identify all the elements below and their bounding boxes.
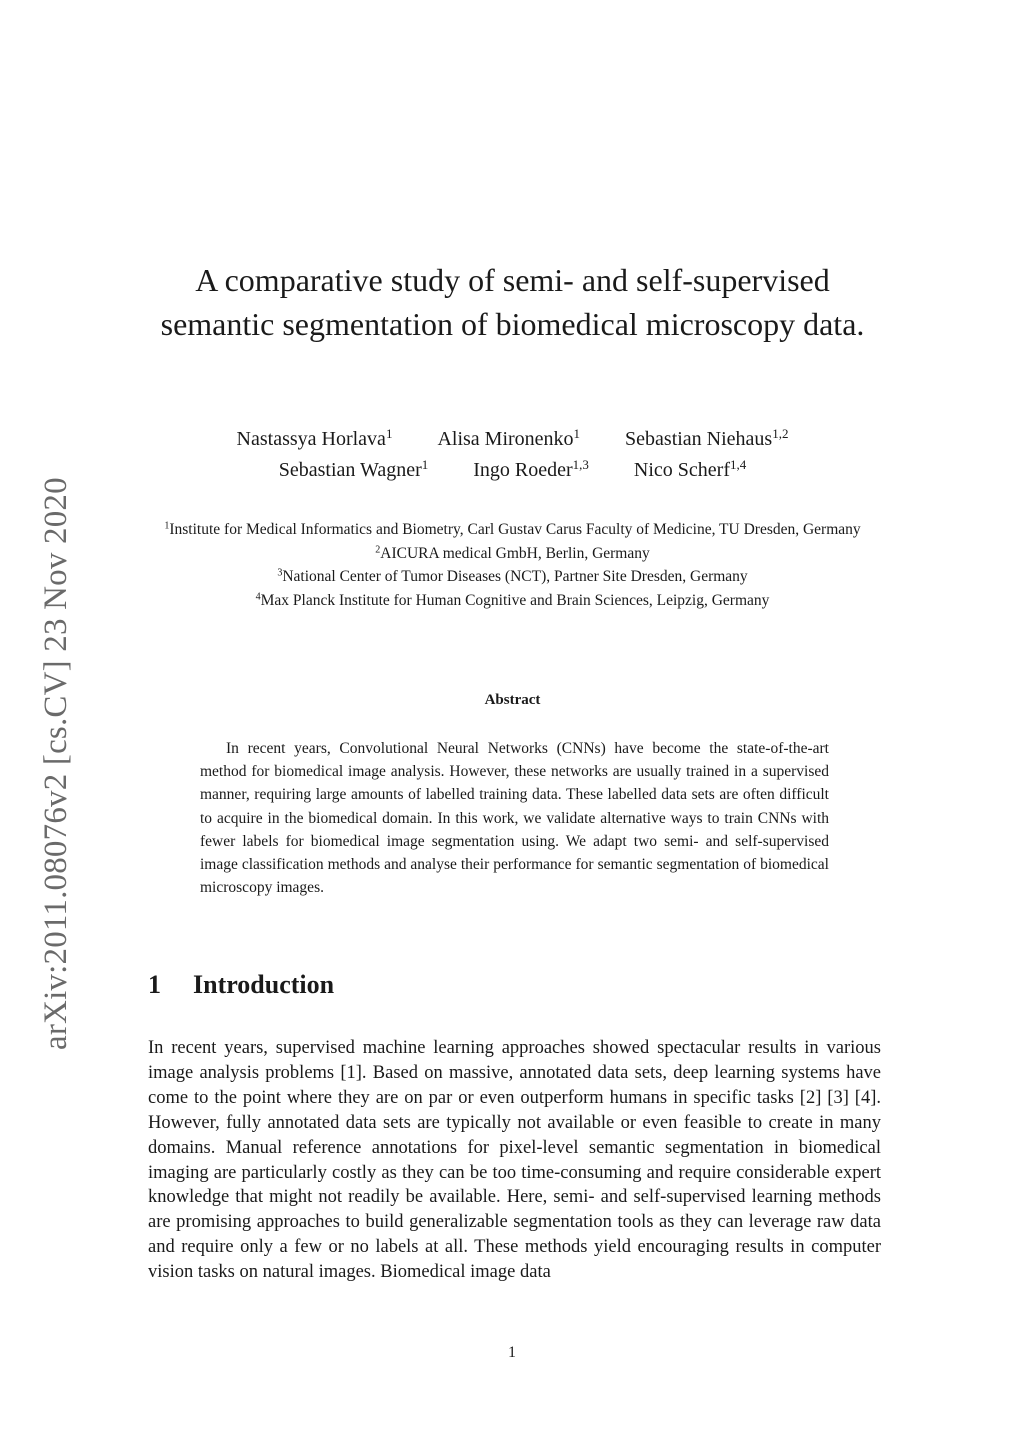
author-affiliation-mark: 1 (385, 425, 393, 441)
affiliation-mark: 3 (277, 567, 283, 579)
author-row (140, 424, 885, 455)
affiliation-text: AICURA medical GmbH, Berlin, Germany (380, 544, 650, 562)
author-name: Sebastian Wagner (278, 459, 422, 481)
affiliation (140, 518, 885, 542)
author-name: Alisa Mironenko (437, 428, 574, 450)
affiliation-mark: 4 (255, 590, 261, 602)
author (237, 424, 393, 455)
arxiv-identifier: arXiv:2011.08076v2 [cs.CV] 23 Nov 2020 (38, 477, 74, 1050)
affiliation-text: Institute for Medical Informatics and Biometry, Carl Gustav Carus Faculty of Medicine, TU Dresden, Germany (169, 521, 861, 538)
affiliation (140, 565, 885, 589)
author (473, 455, 589, 486)
author-name: Ingo Roeder (473, 459, 573, 481)
affiliation-text: Max Planck Institute for Human Cognitive and Brain Sciences, Leipzig, Germany (260, 591, 770, 609)
author (625, 424, 788, 455)
author-list (140, 424, 885, 486)
introduction-text: In recent years, supervised machine learning approaches showed spectacular results in various image analysis problems [1]. Based on massive, annotated data sets, deep learning systems have come to the point where they are on par or even outperform humans in specific tasks [2] [3] [4]. However, fully annotated data sets are typically not available or even feasible to create in many domains. Manual reference annotations for pixel-level semantic segmentation in biomedical imaging are particularly costly as they can be too time-consuming and require considerable expert knowledge that might not readily be available. Here, semi- and self-supervised learning methods are promising approaches to build generalizable segmentation tools as they can leverage raw data and require only a few or no labels at all. These methods yield encouraging results in computer vision tasks on natural images. Biomedical image data (148, 1038, 881, 1283)
author-affiliation-mark: 1,3 (572, 456, 589, 472)
author-name: Sebastian Niehaus (625, 428, 773, 450)
affiliation-list (140, 518, 885, 612)
affiliation-mark: 2 (375, 543, 381, 555)
affiliation-mark: 1 (164, 520, 170, 532)
section-title: Introduction (193, 970, 335, 999)
author (279, 455, 428, 486)
section-number: 1 (148, 970, 161, 999)
author (437, 424, 580, 455)
abstract-heading: Abstract (484, 692, 541, 708)
author-affiliation-mark: 1 (421, 456, 429, 472)
author-affiliation-mark: 1,2 (772, 425, 789, 441)
author-name: Nico Scherf (633, 459, 730, 481)
affiliation-text: National Center of Tumor Diseases (NCT), Partner Site Dresden, Germany (282, 568, 748, 585)
affiliation (140, 542, 885, 566)
page-number: 1 (508, 1344, 516, 1361)
abstract-text: In recent years, Convolutional Neural Networks (CNNs) have become the state-of-the-art method for biomedical image analysis. However, these networks are usually trained in a supervised manner, requiring large amounts of labelled training data. These labelled data sets are often difficult to acquire in the biomedical domain. In this work, we validate alternative ways to train CNNs with fewer labels for biomedical image segmentation using. We adapt two semi- and self-supervised image classification methods and analyse their performance for semantic segmentation of biomedical microscopy images. (200, 740, 829, 897)
author-name: Nastassya Horlava (236, 428, 386, 450)
section-heading (148, 970, 334, 1000)
paper-title: A comparative study of semi- and self-supervised semantic segmentation of biomedical microscopy data. (160, 262, 865, 342)
author-affiliation-mark: 1 (573, 425, 581, 441)
author (634, 455, 746, 486)
author-affiliation-mark: 1,4 (729, 456, 747, 472)
affiliation (140, 589, 885, 613)
author-row (140, 455, 885, 486)
